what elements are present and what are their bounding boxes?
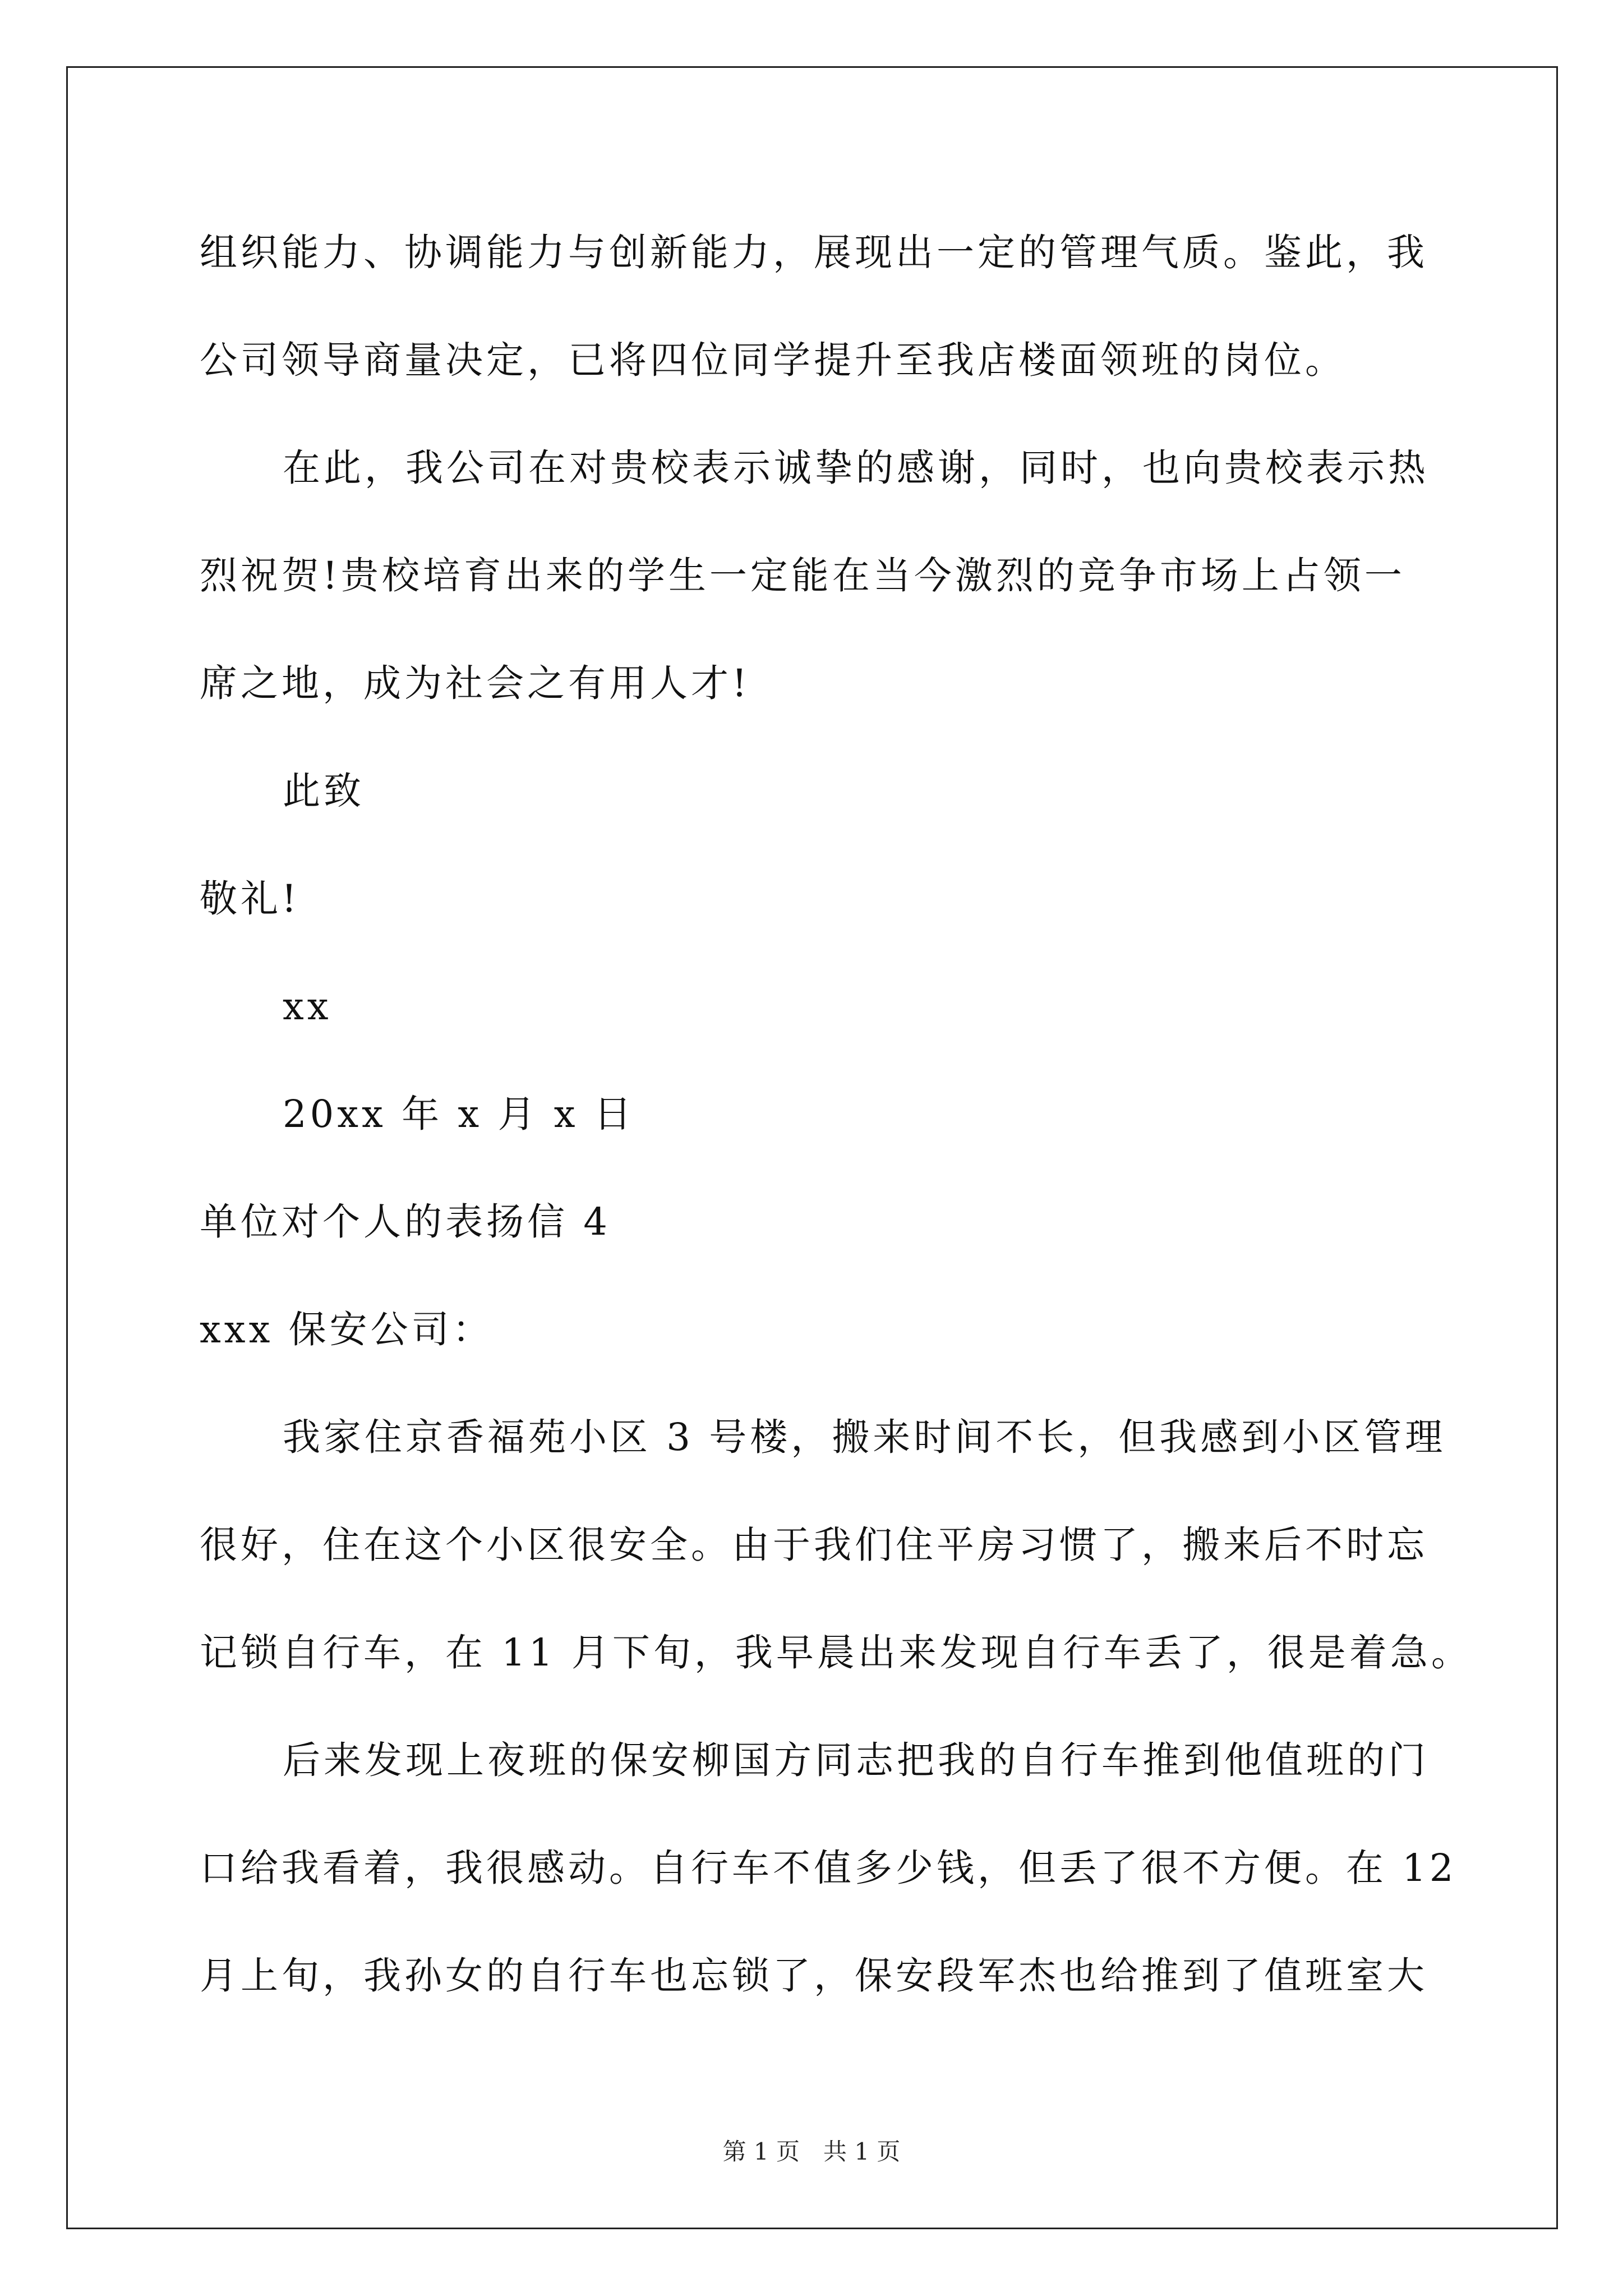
body-line: 月上旬，我孙女的自行车也忘锁了，保安段军杰也给推到了值班室大 — [200, 1954, 1428, 1998]
page-border — [66, 66, 1558, 2229]
closing-salutation: 此致 — [283, 769, 365, 813]
paragraph-line: 我家住京香福苑小区 3 号楼，搬来时间不长，但我感到小区管理 — [283, 1415, 1446, 1459]
body-line: 记锁自行车，在 11 月下旬，我早晨出来发现自行车丢了，很是着急。 — [200, 1631, 1472, 1674]
body-line: 组织能力、协调能力与创新能力，展现出一定的管理气质。鉴此，我 — [200, 231, 1428, 274]
body-line: 口给我看着，我很感动。自行车不值多少钱，但丢了很不方便。在 12 — [200, 1846, 1457, 1890]
letter-recipient: xxx 保安公司： — [200, 1308, 494, 1351]
paragraph-line: 在此，我公司在对贵校表示诚挚的感谢，同时，也向贵校表示热 — [283, 446, 1429, 490]
signature-name: xx — [283, 984, 332, 1028]
paragraph-line: 后来发现上夜班的保安柳国方同志把我的自行车推到他值班的门 — [283, 1738, 1429, 1782]
body-line: 烈祝贺!贵校培育出来的学生一定能在当今激烈的竞争市场上占领一 — [200, 554, 1405, 597]
body-line: 很好，住在这个小区很安全。由于我们住平房习惯了，搬来后不时忘 — [200, 1523, 1428, 1567]
page-footer: 第 1 页 共 1 页 — [722, 2138, 901, 2165]
closing-regards: 敬礼! — [200, 877, 300, 921]
section-heading: 单位对个人的表扬信 4 — [200, 1200, 611, 1244]
body-line: 席之地，成为社会之有用人才! — [200, 661, 750, 705]
body-line: 公司领导商量决定，已将四位同学提升至我店楼面领班的岗位。 — [200, 338, 1346, 382]
signature-date: 20xx 年 x 月 x 日 — [283, 1092, 635, 1136]
